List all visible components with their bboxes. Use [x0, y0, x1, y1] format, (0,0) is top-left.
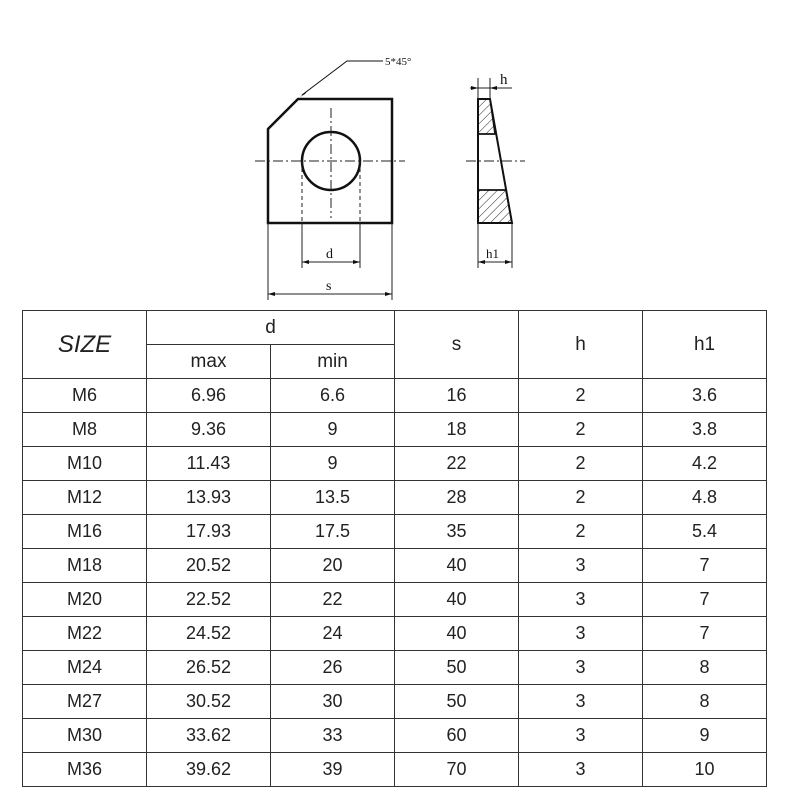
- cell-s: 40: [395, 617, 519, 651]
- cell-h: 2: [519, 413, 643, 447]
- cell-max: 39.62: [147, 753, 271, 787]
- table-row: [23, 515, 767, 549]
- cell-h: 2: [519, 515, 643, 549]
- table-row: [23, 719, 767, 753]
- header-s: s: [395, 311, 519, 379]
- cell-min: 24: [271, 617, 395, 651]
- cell-size: M6: [23, 379, 147, 413]
- cell-h1: 9: [643, 719, 767, 753]
- table-row: [23, 413, 767, 447]
- cell-max: 22.52: [147, 583, 271, 617]
- header-h1: h1: [643, 311, 767, 379]
- h-dimension-label: h: [500, 72, 508, 88]
- cell-h: 3: [519, 719, 643, 753]
- cell-h: 3: [519, 685, 643, 719]
- cell-h: 2: [519, 379, 643, 413]
- cell-size: M20: [23, 583, 147, 617]
- cell-h: 3: [519, 583, 643, 617]
- cell-h: 2: [519, 447, 643, 481]
- cell-s: 50: [395, 685, 519, 719]
- cell-min: 6.6: [271, 379, 395, 413]
- table-row: [23, 685, 767, 719]
- cell-min: 26: [271, 651, 395, 685]
- side-view: [466, 72, 525, 268]
- cell-s: 35: [395, 515, 519, 549]
- cell-h: 2: [519, 481, 643, 515]
- cell-h1: 4.2: [643, 447, 767, 481]
- d-dimension-label: d: [326, 247, 333, 262]
- cell-size: M27: [23, 685, 147, 719]
- cell-min: 20: [271, 549, 395, 583]
- cell-size: M12: [23, 481, 147, 515]
- cell-size: M22: [23, 617, 147, 651]
- cell-h1: 10: [643, 753, 767, 787]
- table-body: [23, 379, 767, 787]
- cell-max: 33.62: [147, 719, 271, 753]
- s-dimension-label: s: [326, 279, 332, 294]
- cell-min: 39: [271, 753, 395, 787]
- cell-h1: 7: [643, 583, 767, 617]
- cell-max: 20.52: [147, 549, 271, 583]
- cell-max: 24.52: [147, 617, 271, 651]
- table-row: [23, 617, 767, 651]
- cell-min: 17.5: [271, 515, 395, 549]
- cell-h1: 8: [643, 651, 767, 685]
- header-d-min: min: [271, 345, 395, 379]
- header-d-max: max: [147, 345, 271, 379]
- table-row: [23, 447, 767, 481]
- cell-s: 18: [395, 413, 519, 447]
- cell-s: 50: [395, 651, 519, 685]
- chamfer-label: 5*45°: [385, 56, 412, 68]
- table-row: [23, 651, 767, 685]
- table-row: [23, 379, 767, 413]
- front-view: [255, 56, 411, 300]
- cell-h1: 7: [643, 549, 767, 583]
- cell-max: 9.36: [147, 413, 271, 447]
- cell-s: 22: [395, 447, 519, 481]
- header-d: d: [147, 311, 395, 345]
- cell-h: 3: [519, 753, 643, 787]
- cell-h1: 5.4: [643, 515, 767, 549]
- cell-min: 9: [271, 413, 395, 447]
- technical-drawing: [0, 0, 790, 310]
- cell-max: 26.52: [147, 651, 271, 685]
- cell-h1: 3.8: [643, 413, 767, 447]
- cell-s: 70: [395, 753, 519, 787]
- cell-min: 30: [271, 685, 395, 719]
- cell-min: 33: [271, 719, 395, 753]
- size-table: [22, 310, 767, 787]
- cell-h1: 7: [643, 617, 767, 651]
- cell-max: 11.43: [147, 447, 271, 481]
- cell-h1: 4.8: [643, 481, 767, 515]
- cell-size: M8: [23, 413, 147, 447]
- table-row: [23, 753, 767, 787]
- h1-dimension-label: h1: [486, 246, 499, 261]
- cell-size: M24: [23, 651, 147, 685]
- cell-h1: 3.6: [643, 379, 767, 413]
- cell-h: 3: [519, 651, 643, 685]
- cell-min: 22: [271, 583, 395, 617]
- cell-max: 17.93: [147, 515, 271, 549]
- header-size: SIZE: [23, 311, 147, 379]
- cell-h1: 8: [643, 685, 767, 719]
- cell-s: 28: [395, 481, 519, 515]
- cell-s: 40: [395, 583, 519, 617]
- cell-h: 3: [519, 549, 643, 583]
- cell-s: 16: [395, 379, 519, 413]
- cell-s: 40: [395, 549, 519, 583]
- cell-max: 30.52: [147, 685, 271, 719]
- table-row: [23, 481, 767, 515]
- cell-min: 13.5: [271, 481, 395, 515]
- cell-size: M30: [23, 719, 147, 753]
- cell-max: 13.93: [147, 481, 271, 515]
- cell-size: M18: [23, 549, 147, 583]
- cell-size: M10: [23, 447, 147, 481]
- cell-size: M16: [23, 515, 147, 549]
- cell-size: M36: [23, 753, 147, 787]
- cell-min: 9: [271, 447, 395, 481]
- cell-max: 6.96: [147, 379, 271, 413]
- header-h: h: [519, 311, 643, 379]
- cell-s: 60: [395, 719, 519, 753]
- table-row: [23, 583, 767, 617]
- table-row: [23, 549, 767, 583]
- cell-h: 3: [519, 617, 643, 651]
